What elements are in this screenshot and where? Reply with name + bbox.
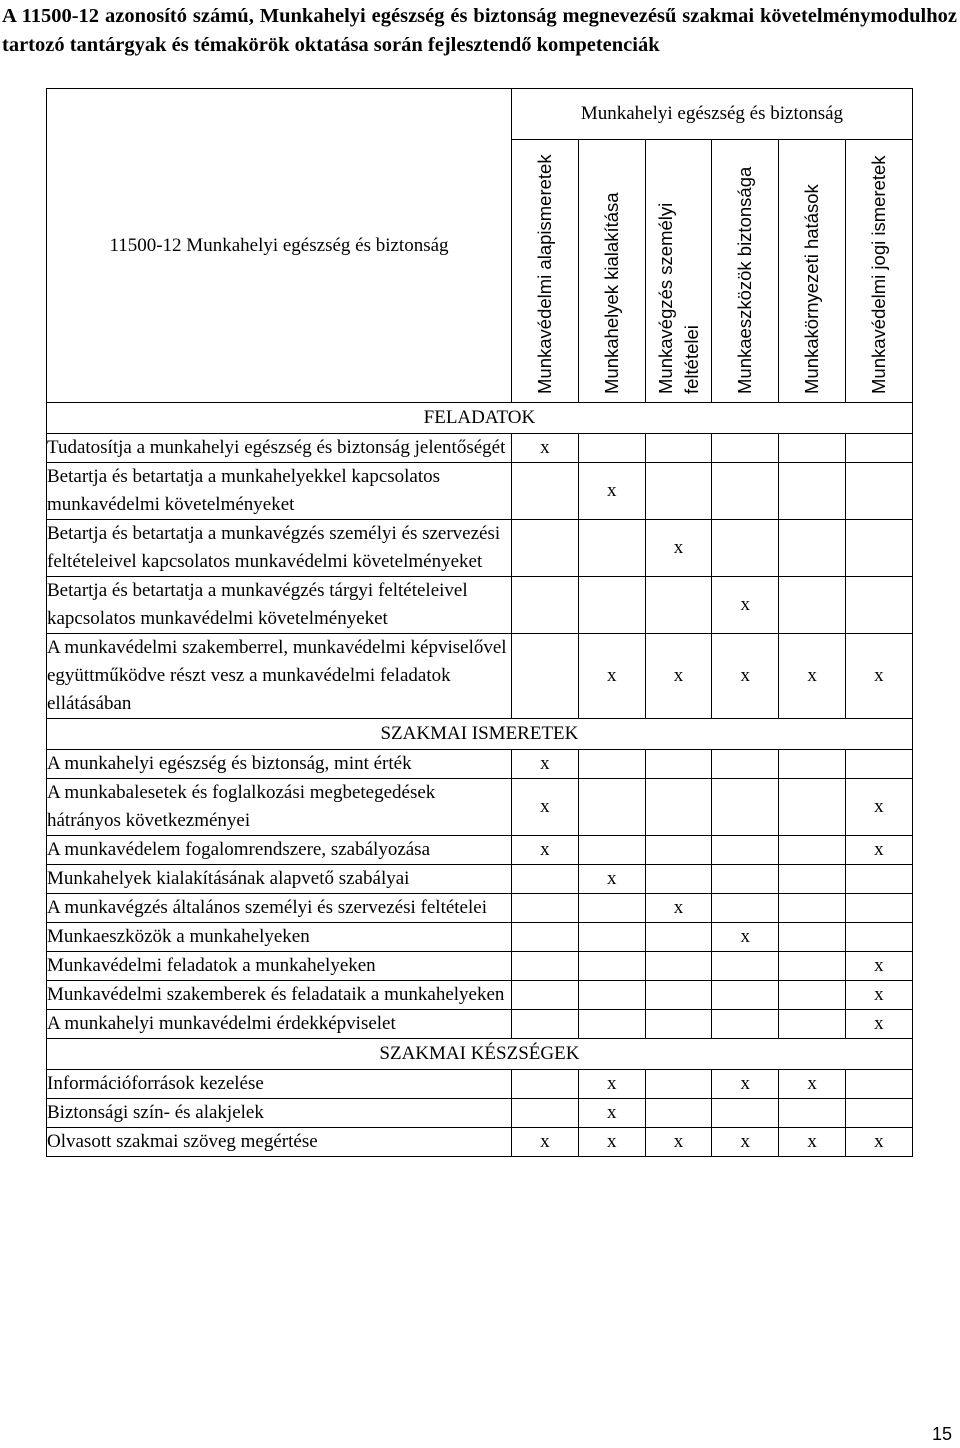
mark-cell: [845, 894, 912, 923]
column-header-cell: [779, 140, 846, 403]
mark-cell: [779, 434, 846, 463]
mark-cell: [578, 836, 645, 865]
table-row: [47, 1010, 913, 1039]
mark-cell: x: [578, 634, 645, 719]
group-header-row: [47, 89, 913, 140]
row-label: A munkavédelmi szakemberrel, munkavédelmi képviselővel együttműködve részt vesz a munkavédelmi feladatok ellátásában: [47, 634, 512, 719]
mark-cell: [845, 750, 912, 779]
mark-cell: [779, 779, 846, 836]
table-row: [47, 923, 913, 952]
row-label: Információforrások kezelése: [47, 1070, 512, 1099]
page-number: 15: [931, 1424, 952, 1444]
mark-cell: [512, 577, 579, 634]
row-label: Olvasott szakmai szöveg megértése: [47, 1128, 512, 1157]
mark-cell: [845, 1070, 912, 1099]
mark-cell: [712, 779, 779, 836]
mark-cell: [645, 952, 712, 981]
mark-cell: [845, 923, 912, 952]
mark-cell: x: [645, 1128, 712, 1157]
mark-cell: [512, 1099, 579, 1128]
table-row: [47, 434, 913, 463]
row-label: Munkahelyek kialakításának alapvető szabályai: [47, 865, 512, 894]
mark-cell: [578, 434, 645, 463]
mark-cell: [578, 577, 645, 634]
mark-cell: [645, 750, 712, 779]
mark-cell: x: [712, 1070, 779, 1099]
mark-cell: [578, 1010, 645, 1039]
mark-cell: [578, 952, 645, 981]
competency-matrix: [46, 88, 913, 1157]
mark-cell: [779, 894, 846, 923]
mark-cell: [779, 981, 846, 1010]
table-row: [47, 1099, 913, 1128]
table-row: [47, 836, 913, 865]
mark-cell: [645, 1070, 712, 1099]
mark-cell: [645, 865, 712, 894]
mark-cell: [512, 1010, 579, 1039]
mark-cell: x: [779, 1070, 846, 1099]
mark-cell: [712, 1010, 779, 1039]
mark-cell: x: [512, 750, 579, 779]
mark-cell: [779, 750, 846, 779]
table-row: [47, 865, 913, 894]
row-label: Munkavédelmi szakemberek és feladataik a munkahelyeken: [47, 981, 512, 1010]
column-header: Munkavédelmi alapismeretek: [534, 154, 555, 394]
section-title: FELADATOK: [47, 403, 913, 434]
table-row: [47, 634, 913, 719]
mark-cell: x: [712, 634, 779, 719]
column-header: Munkavégzés személyi feltételei: [654, 202, 702, 394]
mark-cell: x: [712, 923, 779, 952]
mark-cell: x: [845, 981, 912, 1010]
group-header: Munkahelyi egészség és biztonság: [580, 103, 844, 124]
mark-cell: [712, 981, 779, 1010]
row-label: Betartja és betartatja a munkahelyekkel kapcsolatos munkavédelmi követelményeket: [47, 463, 512, 520]
column-header-cell: [512, 140, 579, 403]
mark-cell: [779, 865, 846, 894]
column-header: Munkavédelmi jogi ismeretek: [867, 155, 889, 394]
mark-cell: x: [578, 1128, 645, 1157]
table-row: [47, 577, 913, 634]
section-header-row: [47, 719, 913, 750]
mark-cell: [712, 894, 779, 923]
mark-cell: x: [512, 434, 579, 463]
mark-cell: [645, 981, 712, 1010]
column-header: Munkakörnyezeti hatások: [801, 184, 823, 394]
mark-cell: [645, 1099, 712, 1128]
mark-cell: x: [512, 836, 579, 865]
mark-cell: [779, 520, 846, 577]
mark-cell: [845, 520, 912, 577]
row-label: Betartja és betartatja a munkavégzés tárgyi feltételeivel kapcsolatos munkavédelmi követelményeket: [47, 577, 512, 634]
row-label: A munkavédelem fogalomrendszere, szabályozása: [47, 836, 512, 865]
mark-cell: [712, 750, 779, 779]
mark-cell: [645, 779, 712, 836]
mark-cell: [645, 434, 712, 463]
mark-cell: [779, 463, 846, 520]
mark-cell: [712, 1099, 779, 1128]
mark-cell: x: [845, 1010, 912, 1039]
mark-cell: [779, 577, 846, 634]
mark-cell: [779, 952, 846, 981]
mark-cell: x: [512, 779, 579, 836]
table-row: [47, 750, 913, 779]
mark-cell: [645, 1010, 712, 1039]
mark-cell: [712, 836, 779, 865]
module-name-cell: [47, 89, 512, 403]
mark-cell: x: [845, 779, 912, 836]
row-label: A munkavégzés általános személyi és szervezési feltételei: [47, 894, 512, 923]
row-label: Munkavédelmi feladatok a munkahelyeken: [47, 952, 512, 981]
mark-cell: [712, 952, 779, 981]
mark-cell: x: [712, 577, 779, 634]
mark-cell: [578, 750, 645, 779]
table-row: [47, 894, 913, 923]
mark-cell: x: [645, 634, 712, 719]
mark-cell: x: [845, 1128, 912, 1157]
mark-cell: x: [712, 1128, 779, 1157]
mark-cell: [845, 1099, 912, 1128]
column-header-cell: [645, 140, 712, 403]
table-row: [47, 779, 913, 836]
column-header: Munkaeszközök biztonsága: [734, 166, 756, 394]
mark-cell: x: [779, 634, 846, 719]
mark-cell: [779, 923, 846, 952]
column-header-cell: [845, 140, 912, 403]
section-header-row: [47, 403, 913, 434]
mark-cell: [512, 894, 579, 923]
column-header-cell: [578, 140, 645, 403]
table-row: [47, 1128, 913, 1157]
mark-cell: [712, 434, 779, 463]
column-header: Munkahelyek kialakítása: [600, 192, 622, 394]
mark-cell: x: [578, 1070, 645, 1099]
table-row: [47, 463, 913, 520]
module-name: 11500-12 Munkahelyi egészség és biztonság: [109, 234, 449, 256]
mark-cell: [779, 1010, 846, 1039]
mark-cell: x: [578, 1099, 645, 1128]
mark-cell: [779, 1099, 846, 1128]
row-label: A munkahelyi egészség és biztonság, mint érték: [47, 750, 512, 779]
mark-cell: x: [779, 1128, 846, 1157]
group-header-cell: [512, 89, 913, 140]
table-row: [47, 1070, 913, 1099]
mark-cell: [512, 634, 579, 719]
table-row: [47, 981, 913, 1010]
mark-cell: [845, 434, 912, 463]
mark-cell: [578, 520, 645, 577]
row-label: Betartja és betartatja a munkavégzés személyi és szervezési feltételeivel kapcsolatos munkavédelmi követelményeket: [47, 520, 512, 577]
mark-cell: [645, 463, 712, 520]
mark-cell: [578, 779, 645, 836]
table-row: [47, 520, 913, 577]
mark-cell: [578, 923, 645, 952]
mark-cell: [645, 836, 712, 865]
mark-cell: [578, 894, 645, 923]
mark-cell: [512, 952, 579, 981]
mark-cell: x: [845, 836, 912, 865]
section-header-row: [47, 1039, 913, 1070]
mark-cell: x: [512, 1128, 579, 1157]
mark-cell: [845, 577, 912, 634]
mark-cell: [712, 520, 779, 577]
document-title: A 11500-12 azonosító számú, Munkahelyi egészség és biztonság megnevezésű szakmai követelménymodulhoz tartozó tantárgyak és témakörök oktatása során fejlesztendő kompetenciák: [2, 5, 957, 56]
mark-cell: x: [578, 865, 645, 894]
section-title: SZAKMAI ISMERETEK: [47, 719, 913, 750]
mark-cell: [512, 463, 579, 520]
mark-cell: [512, 520, 579, 577]
mark-cell: [712, 463, 779, 520]
mark-cell: x: [645, 894, 712, 923]
mark-cell: [845, 865, 912, 894]
mark-cell: [779, 836, 846, 865]
mark-cell: [645, 923, 712, 952]
mark-cell: [512, 865, 579, 894]
mark-cell: [845, 463, 912, 520]
row-label: Biztonsági szín- és alakjelek: [47, 1099, 512, 1128]
mark-cell: [512, 981, 579, 1010]
column-header-cell: [712, 140, 779, 403]
table-row: [47, 952, 913, 981]
row-label: Tudatosítja a munkahelyi egészség és biztonság jelentőségét: [47, 434, 512, 463]
row-label: A munkabalesetek és foglalkozási megbetegedések hátrányos következményei: [47, 779, 512, 836]
section-title: SZAKMAI KÉSZSÉGEK: [47, 1039, 913, 1070]
mark-cell: [712, 865, 779, 894]
row-label: Munkaeszközök a munkahelyeken: [47, 923, 512, 952]
mark-cell: x: [845, 634, 912, 719]
mark-cell: [645, 577, 712, 634]
mark-cell: [578, 981, 645, 1010]
mark-cell: [512, 923, 579, 952]
row-label: A munkahelyi munkavédelmi érdekképviselet: [47, 1010, 512, 1039]
matrix-body: [47, 403, 913, 1157]
mark-cell: x: [845, 952, 912, 981]
mark-cell: x: [578, 463, 645, 520]
mark-cell: x: [645, 520, 712, 577]
mark-cell: [512, 1070, 579, 1099]
